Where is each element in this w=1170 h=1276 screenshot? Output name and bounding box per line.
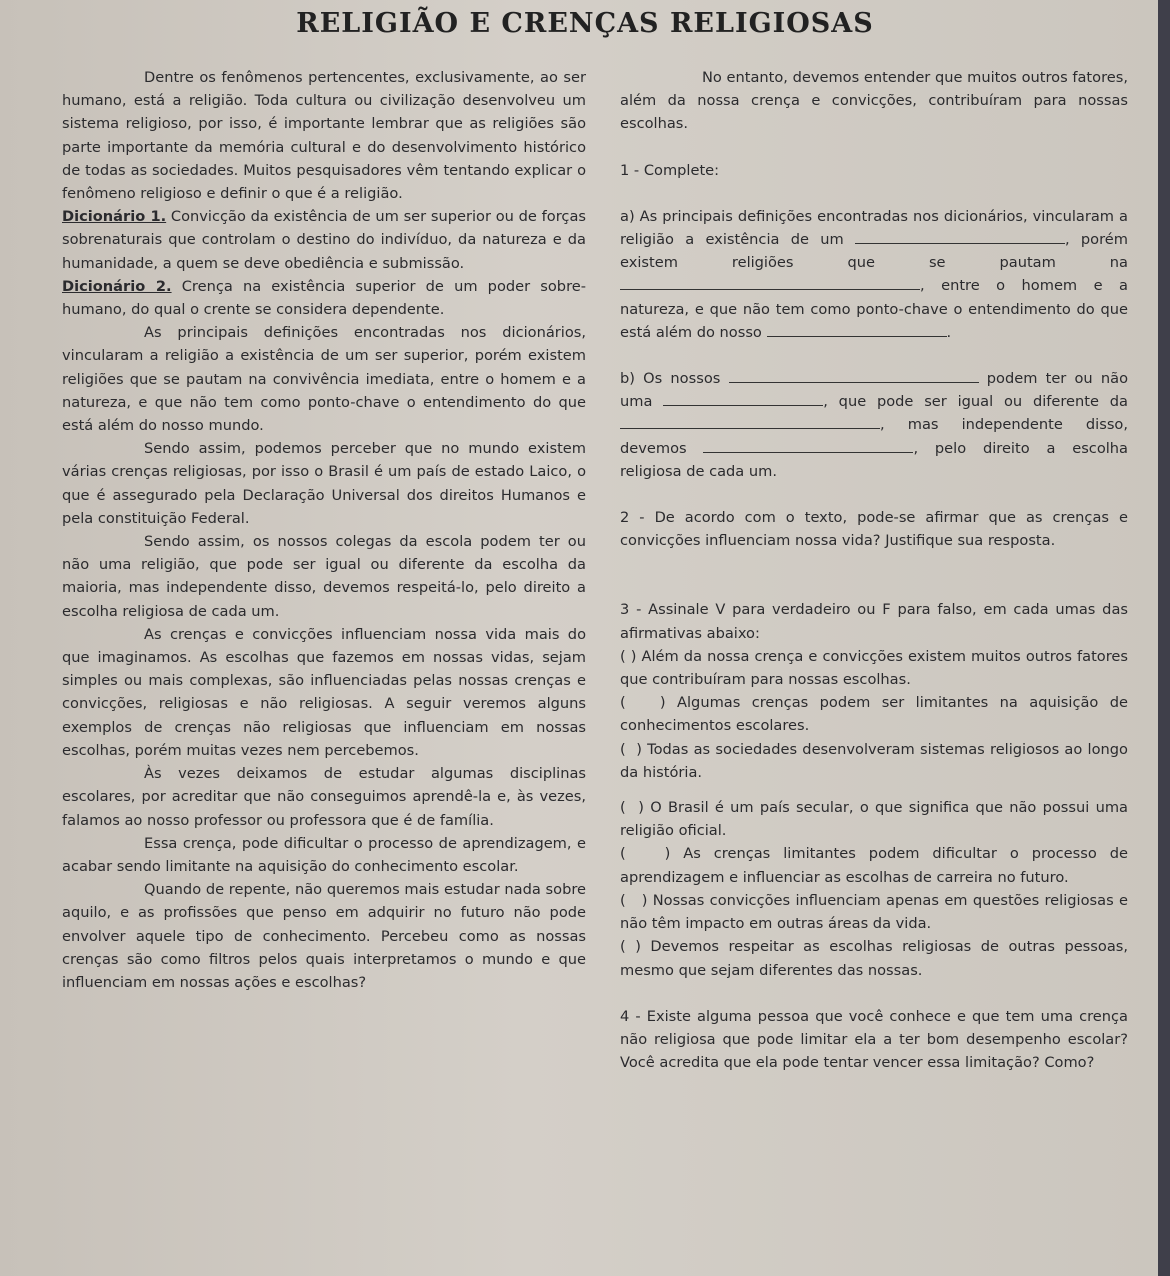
q3-item-6: ( ) Nossas convicções influenciam apenas em questões religiosas e não têm impacto em outras áreas da vida. xyxy=(620,891,1128,933)
laico-paragraph: Sendo assim, podemos perceber que no mundo existem várias crenças religiosas, por isso o Brasil é um país de estado Laico, o que é assegurado pela Declaração Universal dos direitos Humanos e pela constituição Federal. xyxy=(62,440,586,527)
dictionary-1-label: Dicionário 1. xyxy=(62,208,167,226)
filters-paragraph: Quando de repente, não queremos mais estudar nada sobre aquilo, e as profissões que penso em adquirir no futuro não pode envolver aquele tipo de conhecimento. Percebeu como as nossas crenças são como filtros pelos quais interpretamos o mundo e que influenciam em nossas ações e escolhas? xyxy=(62,881,586,991)
q1a-text-1: a) As principais definições encontradas nos dicionários, vincularam a religião a existência de um xyxy=(620,207,1128,249)
q1b-blank-1[interactable] xyxy=(729,368,979,383)
definitions-paragraph: As principais definições encontradas nos dicionários, vincularam a religião a existência de um ser superior, porém existem religiões que se pautam na convivência imediata, entre o homem e a natureza, e que não tem como ponto-chave o entendimento do que está além do nosso mundo. xyxy=(62,324,586,435)
question-3-title: 3 - Assinale V para verdadeiro ou F para falso, em cada umas das afirmativas abaixo: xyxy=(620,601,1128,642)
q1b-blank-3[interactable] xyxy=(620,414,880,429)
page-title: RELIGIÃO E CRENÇAS RELIGIOSAS xyxy=(296,8,874,39)
right-intro-paragraph: No entanto, devemos entender que muitos outros fatores, além da nossa crença e convicções, contribuíram para nossas escolhas. xyxy=(620,69,1128,133)
q1b-text-5: , pelo direito a escolha religiosa de cada um. xyxy=(620,439,1129,480)
q1b-text-4: , mas independente disso, devemos xyxy=(620,416,1128,457)
dictionary-2-label: Dicionário 2. xyxy=(62,277,172,295)
limiting-paragraph: Essa crença, pode dificultar o processo de aprendizagem, e acabar sendo limitante na aquisição do conhecimento escolar. xyxy=(62,834,586,875)
q1a-text-4: . xyxy=(946,323,952,341)
q3-item-3: ( ) Todas as sociedades desenvolveram sistemas religiosos ao longo da história. xyxy=(620,740,1128,781)
q1b-text-3: , que pode ser igual ou diferente da xyxy=(823,393,1128,411)
q3-answer-box-7[interactable]: ( ) xyxy=(620,938,651,956)
q3-answer-box-4[interactable]: ( ) xyxy=(620,799,651,817)
dictionary-2-text: Crença na existência superior de um poder sobre-humano, do qual o crente se considera dependente. xyxy=(62,277,586,319)
q1a-blank-2[interactable] xyxy=(620,275,920,290)
q3-answer-box-2[interactable]: ( ) xyxy=(620,694,678,712)
respect-paragraph: Sendo assim, os nossos colegas da escola podem ter ou não uma religião, que pode ser igual ou diferente da escolha da maioria, mas independente disso, devemos respeitá-lo, pelo direito a escolha religiosa de cada um. xyxy=(62,533,586,620)
dictionary-definition-1 xyxy=(62,205,586,275)
question-1a xyxy=(620,205,1128,344)
q3-answer-box-6[interactable]: ( ) xyxy=(620,891,653,909)
school-paragraph: Às vezes deixamos de estudar algumas disciplinas escolares, por acreditar que não conseguimos aprendê-la e, às vezes, falamos ao nosso professor ou professora que é de família. xyxy=(62,765,586,829)
q1a-text-2: , porém existem religiões que se pautam na xyxy=(620,231,1128,272)
left-column xyxy=(62,66,586,994)
q3-item-1: ( ) Além da nossa crença e convicções existem muitos outros fatores que contribuíram para nossas escolhas. xyxy=(620,647,1128,689)
q1a-text-3: , entre o homem e a natureza, e que não tem como ponto-chave o entendimento do que está além do nosso xyxy=(620,277,1128,341)
q1b-blank-4[interactable] xyxy=(703,438,913,453)
q3-answer-box-3[interactable]: ( ) xyxy=(620,740,648,758)
q3-item-5: ( ) As crenças limitantes podem dificultar o processo de aprendizagem e influenciar as escolhas de carreira no futuro. xyxy=(620,845,1128,886)
question-1-title: 1 - Complete: xyxy=(620,161,720,179)
question-1b xyxy=(620,367,1128,483)
dictionary-definition-2 xyxy=(62,275,586,321)
q1a-blank-3[interactable] xyxy=(767,322,947,337)
q1a-blank-1[interactable] xyxy=(855,229,1065,244)
page-edge-shadow xyxy=(1158,0,1170,1276)
q3-answer-box-5[interactable]: ( ) xyxy=(620,845,684,863)
question-4: 4 - Existe alguma pessoa que você conhece e que tem uma crença não religiosa que pode limitar ela a ter bom desempenho escolar? Você acredita que ela pode tentar vencer essa limitação? Como? xyxy=(620,1007,1128,1072)
q3-answer-box-1[interactable]: ( ) xyxy=(620,647,642,665)
intro-paragraph: Dentre os fenômenos pertencentes, exclusivamente, ao ser humano, está a religião. Toda cultura ou civilização desenvolveu um sistema religioso, por isso, é importante lembrar que as religiões são parte importante da memória cultural e do desenvolvimento histórico de todas as sociedades. Muitos pesquisadores vêm tentando explicar o fenômeno religioso e definir o que é a religião. xyxy=(62,69,586,203)
q3-item-2: ( ) Algumas crenças podem ser limitantes na aquisição de conhecimentos escolares. xyxy=(620,694,1128,735)
q1b-text-1: b) Os nossos xyxy=(620,370,721,388)
beliefs-paragraph: As crenças e convicções influenciam nossa vida mais do que imaginamos. As escolhas que fazemos em nossas vidas, sejam simples ou mais complexas, são influenciadas pelas nossas crenças e convicções, religiosas e não religiosas. A seguir veremos alguns exemplos de crenças não religiosas que influenciam em nossas escolhas, porém muitas vezes nem percebemos. xyxy=(62,625,586,759)
q1b-text-2: podem ter ou não uma xyxy=(620,370,1129,411)
q3-item-7: ( ) Devemos respeitar as escolhas religiosas de outras pessoas, mesmo que sejam diferentes das nossas. xyxy=(620,938,1129,979)
q3-item-4: ( ) O Brasil é um país secular, o que significa que não possui uma religião oficial. xyxy=(620,799,1128,840)
question-2: 2 - De acordo com o texto, pode-se afirmar que as crenças e convicções influenciam nossa vida? Justifique sua resposta. xyxy=(620,509,1128,550)
dictionary-1-text: Convicção da existência de um ser superior ou de forças sobrenaturais que controlam o destino do indivíduo, da natureza e da humanidade, a quem se deve obediência e submissão. xyxy=(62,208,586,272)
right-column xyxy=(620,66,1128,1074)
q1b-blank-2[interactable] xyxy=(663,391,823,406)
